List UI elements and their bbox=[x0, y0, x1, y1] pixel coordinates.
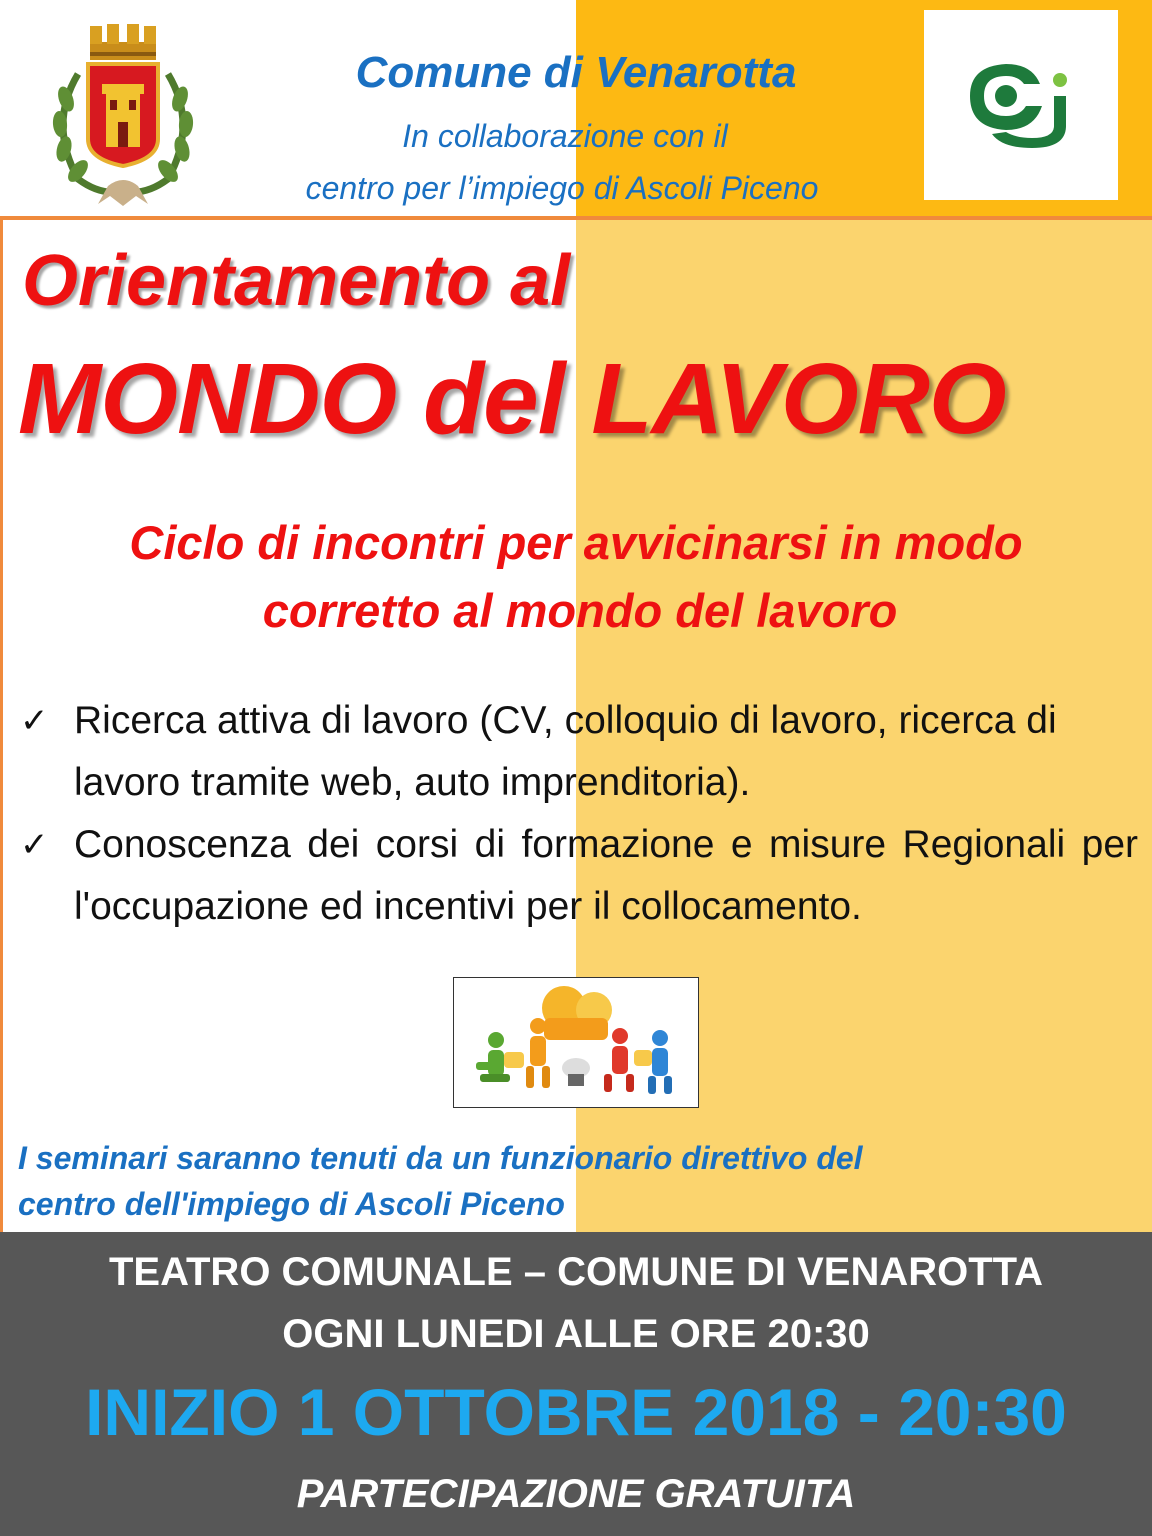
header-title bbox=[0, 48, 1152, 98]
header-title-part2: Venarotta bbox=[595, 48, 797, 97]
header-title-part1: Comune di bbox=[355, 48, 596, 97]
check-icon: ✓ bbox=[20, 825, 49, 865]
bullet-text-2: Conoscenza dei corsi di formazione e misure Regionali per l'occupazione ed incentivi per il collocamento. bbox=[74, 823, 1138, 928]
header-subtitle-line1: In collaborazione con il bbox=[402, 118, 728, 154]
bullet-text-1: Ricerca attiva di lavoro (CV, colloquio di lavoro, ricerca di lavoro tramite web, auto imprenditoria). bbox=[74, 699, 1057, 804]
subtitle-line2: corretto al mondo del lavoro bbox=[262, 584, 898, 637]
header-subtitle-line2: centro per l’impiego di Ascoli Piceno bbox=[305, 170, 819, 206]
main-title-line1: Orientamento al bbox=[22, 241, 571, 321]
frame-left-border bbox=[0, 216, 3, 1266]
main-title-line2: MONDO del LAVORO bbox=[18, 343, 1006, 455]
note-line2: centro dell'impiego di Ascoli Piceno bbox=[18, 1186, 565, 1222]
subtitle-line1: Ciclo di incontri per avvicinarsi in modo bbox=[129, 516, 1023, 569]
footer-participation: PARTECIPAZIONE GRATUITA bbox=[296, 1472, 856, 1516]
footer-start-date: INIZIO 1 OTTOBRE 2018 - 20:30 bbox=[85, 1375, 1067, 1449]
check-icon: ✓ bbox=[20, 701, 49, 741]
footer-venue: TEATRO COMUNALE – COMUNE DI VENAROTTA bbox=[108, 1250, 1044, 1294]
teamwork-puzzle-image bbox=[453, 977, 699, 1108]
note-line1: I seminari saranno tenuti da un funzionario direttivo del bbox=[18, 1140, 863, 1176]
frame-divider bbox=[0, 216, 1152, 220]
footer-schedule: OGNI LUNEDI ALLE ORE 20:30 bbox=[282, 1312, 870, 1356]
